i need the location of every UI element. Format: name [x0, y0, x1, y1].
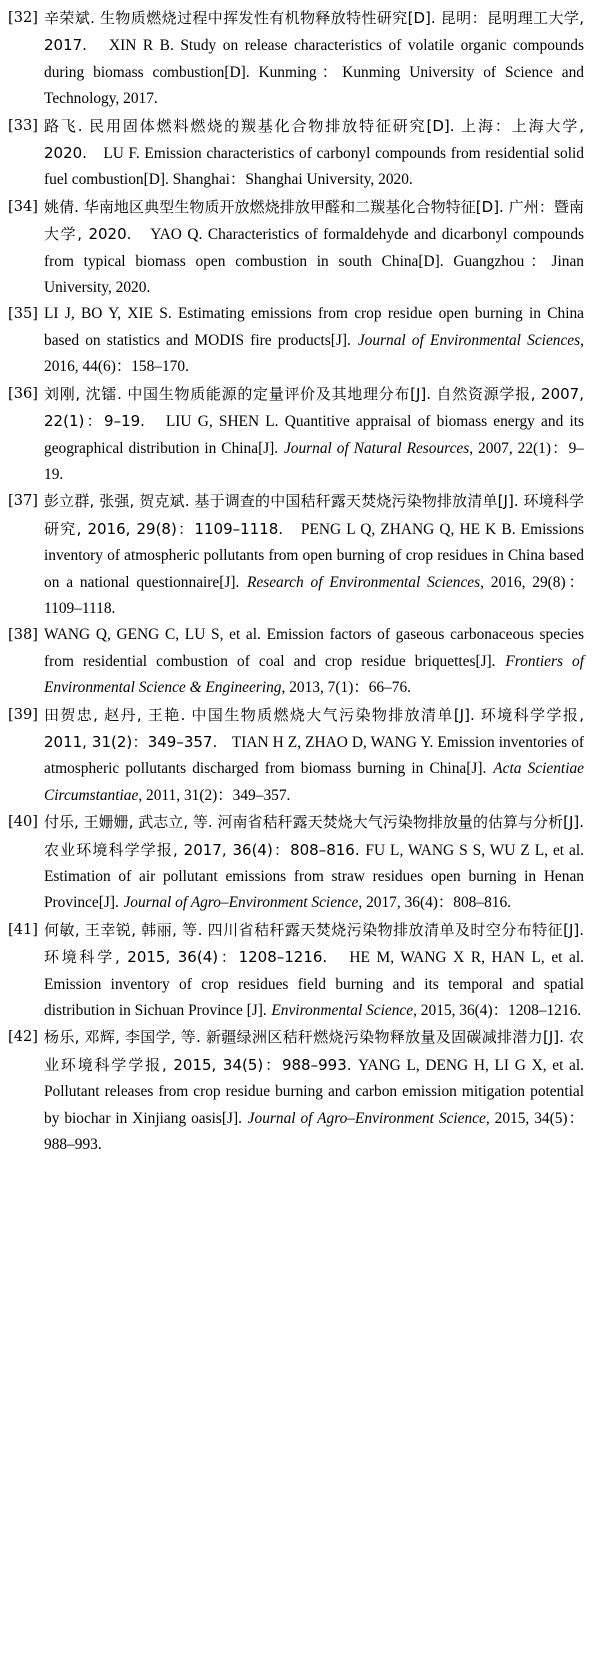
reference-chinese-text: 姚倩. 华南地区典型生物质开放燃烧排放甲醛和二羰基化合物特征[D]. 广州：暨南大学, 2020.	[44, 197, 584, 244]
reference-body	[44, 118, 584, 189]
reference-volume-pages: , 2017, 36(4)：808–816.	[358, 894, 512, 912]
reference-journal-name: Journal of Natural Resources	[283, 439, 470, 457]
reference-item	[8, 301, 584, 380]
reference-body	[44, 1029, 584, 1153]
reference-number: [33]	[8, 116, 38, 134]
reference-body	[44, 707, 584, 804]
reference-volume-pages: , 2015, 36(4)：1208–1216.	[413, 1002, 582, 1020]
reference-number: [40]	[8, 813, 38, 831]
reference-number: [38]	[8, 626, 38, 644]
reference-volume-pages: , 2016, 44(6)：158–170.	[44, 331, 584, 376]
reference-item	[8, 702, 584, 810]
reference-journal-name: Acta Scientiae Circumstantiae	[44, 760, 585, 804]
reference-chinese-text: 刘刚, 沈镭. 中国生物质能源的定量评价及其地理分布[J]. 自然资源学报, 2007, 22(1)：9–19.	[44, 384, 584, 431]
reference-number: [32]	[8, 9, 38, 26]
reference-number: [42]	[8, 1028, 38, 1046]
reference-english-text: WANG Q, GENG C, LU S, et al. Emission factors of gaseous carbonaceous species from residential combustion of coal and crop residue briquettes[J].	[44, 626, 584, 670]
reference-number: [37]	[8, 492, 38, 510]
reference-chinese-text: 何敏, 王幸锐, 韩丽, 等. 四川省秸秆露天焚烧污染物排放清单及时空分布特征[J]. 环境科学, 2015, 36(4)：1208–1216.	[44, 920, 584, 967]
reference-chinese-text: 彭立群, 张强, 贺克斌. 基于调查的中国秸秆露天焚烧污染物排放清单[J]. 环境科学研究, 2016, 29(8)：1109–1118.	[44, 492, 584, 538]
reference-item	[8, 5, 584, 113]
reference-english-text: PENG L Q, ZHANG Q, HE K B. Emissions inventory of atmospheric pollutants from open burning of crop residues in China based on a national questionnaire[J].	[44, 520, 584, 591]
reference-english-text: YANG L, DENG H, LI G X, et al. Pollutant releases from crop residue burning and carbon emission mitigation potential by biochar in Xinjiang oasis[J].	[44, 1056, 585, 1127]
reference-number: [34]	[8, 197, 38, 215]
reference-volume-pages: , 2007, 22(1)：9–19.	[44, 439, 584, 483]
reference-item	[8, 194, 584, 302]
reference-body	[44, 199, 584, 296]
reference-journal-name: Frontiers of Environmental Science & Engineering	[44, 652, 584, 697]
reference-english-text: LU F. Emission characteristics of carbonyl compounds from residential solid fuel combustion[D]. Shanghai：Shanghai University, 2020.	[44, 145, 584, 189]
reference-item	[8, 917, 584, 1025]
reference-journal-name: Research of Environmental Sciences	[247, 573, 481, 591]
reference-item	[8, 1024, 584, 1158]
reference-body	[44, 922, 584, 1019]
reference-english-text: FU L, WANG S S, WU Z L, et al. Estimation of air pollutant emissions from straw residues open burning in Henan Province[J].	[44, 841, 584, 912]
reference-journal-name: Journal of Agro–Environment Science	[247, 1109, 486, 1127]
reference-journal-name: Journal of Agro–Environment Science	[123, 894, 359, 912]
reference-journal-name: Journal of Environmental Sciences	[357, 331, 581, 349]
reference-chinese-text: 辛荣斌. 生物质燃烧过程中挥发性有机物释放特性研究[D]. 昆明：昆明理工大学, 2017.	[44, 9, 584, 55]
reference-volume-pages: , 2011, 31(2)：349–357.	[138, 786, 291, 804]
reference-chinese-text: 杨乐, 邓辉, 李国学, 等. 新疆绿洲区秸秆燃烧污染物释放量及固碳减排潜力[J]. 农业环境科学学报, 2015, 34(5)：988–993.	[44, 1028, 584, 1074]
reference-item	[8, 622, 584, 701]
reference-english-text: TIAN H Z, ZHAO D, WANG Y. Emission inventories of atmospheric pollutants discharged from biomass burning in China[J].	[44, 733, 585, 778]
reference-english-text: LIU G, SHEN L. Quantitive appraisal of biomass energy and its geographical distribution in China[J].	[44, 413, 585, 457]
reference-english-text: LI J, BO Y, XIE S. Estimating emissions from crop residue open burning in China based on statistics and MODIS fire products[J].	[44, 305, 584, 349]
reference-item	[8, 809, 584, 917]
reference-volume-pages: , 2013, 7(1)：66–76.	[281, 679, 412, 697]
reference-chinese-text: 路飞. 民用固体燃料燃烧的羰基化合物排放特征研究[D]. 上海：上海大学, 2020.	[44, 116, 584, 163]
reference-chinese-text: 付乐, 王姗姗, 武志立, 等. 河南省秸秆露天焚烧大气污染物排放量的估算与分析[J]. 农业环境科学学报, 2017, 36(4)：808–816.	[44, 813, 584, 859]
reference-number: [39]	[8, 705, 38, 723]
reference-item	[8, 381, 584, 489]
reference-body	[44, 10, 584, 107]
reference-journal-name: Environmental Science	[271, 1002, 414, 1020]
reference-item	[8, 488, 584, 622]
reference-chinese-text: 田贺忠, 赵丹, 王艳. 中国生物质燃烧大气污染物排放清单[J]. 环境科学学报, 2011, 31(2)：349–357.	[44, 705, 584, 751]
reference-body	[44, 814, 584, 911]
reference-body	[44, 626, 584, 696]
reference-number: [35]	[8, 305, 38, 323]
reference-number: [41]	[8, 920, 38, 938]
reference-number: [36]	[8, 384, 38, 402]
reference-volume-pages: , 2015, 34(5)：988–993.	[44, 1109, 584, 1154]
reference-item	[8, 113, 584, 194]
reference-body	[44, 493, 584, 617]
reference-english-text: XIN R B. Study on release characteristics of volatile organic compounds during biomass combustion[D]. Kunming：Kunming University of Science and Technology, 2017.	[44, 37, 584, 108]
reference-body	[44, 305, 584, 375]
reference-english-text: YAO Q. Characteristics of formaldehyde and dicarbonyl compounds from typical biomass open combustion in south China[D]. Guangzhou：Jinan University, 2020.	[44, 226, 584, 297]
reference-body	[44, 386, 584, 483]
reference-english-text: HE M, WANG X R, HAN L, et al. Emission inventory of crop residues field burning and its temporal and spatial distribution in Sichuan Province [J].	[44, 949, 584, 1020]
reference-volume-pages: , 2016, 29(8)：1109–1118.	[44, 573, 584, 617]
